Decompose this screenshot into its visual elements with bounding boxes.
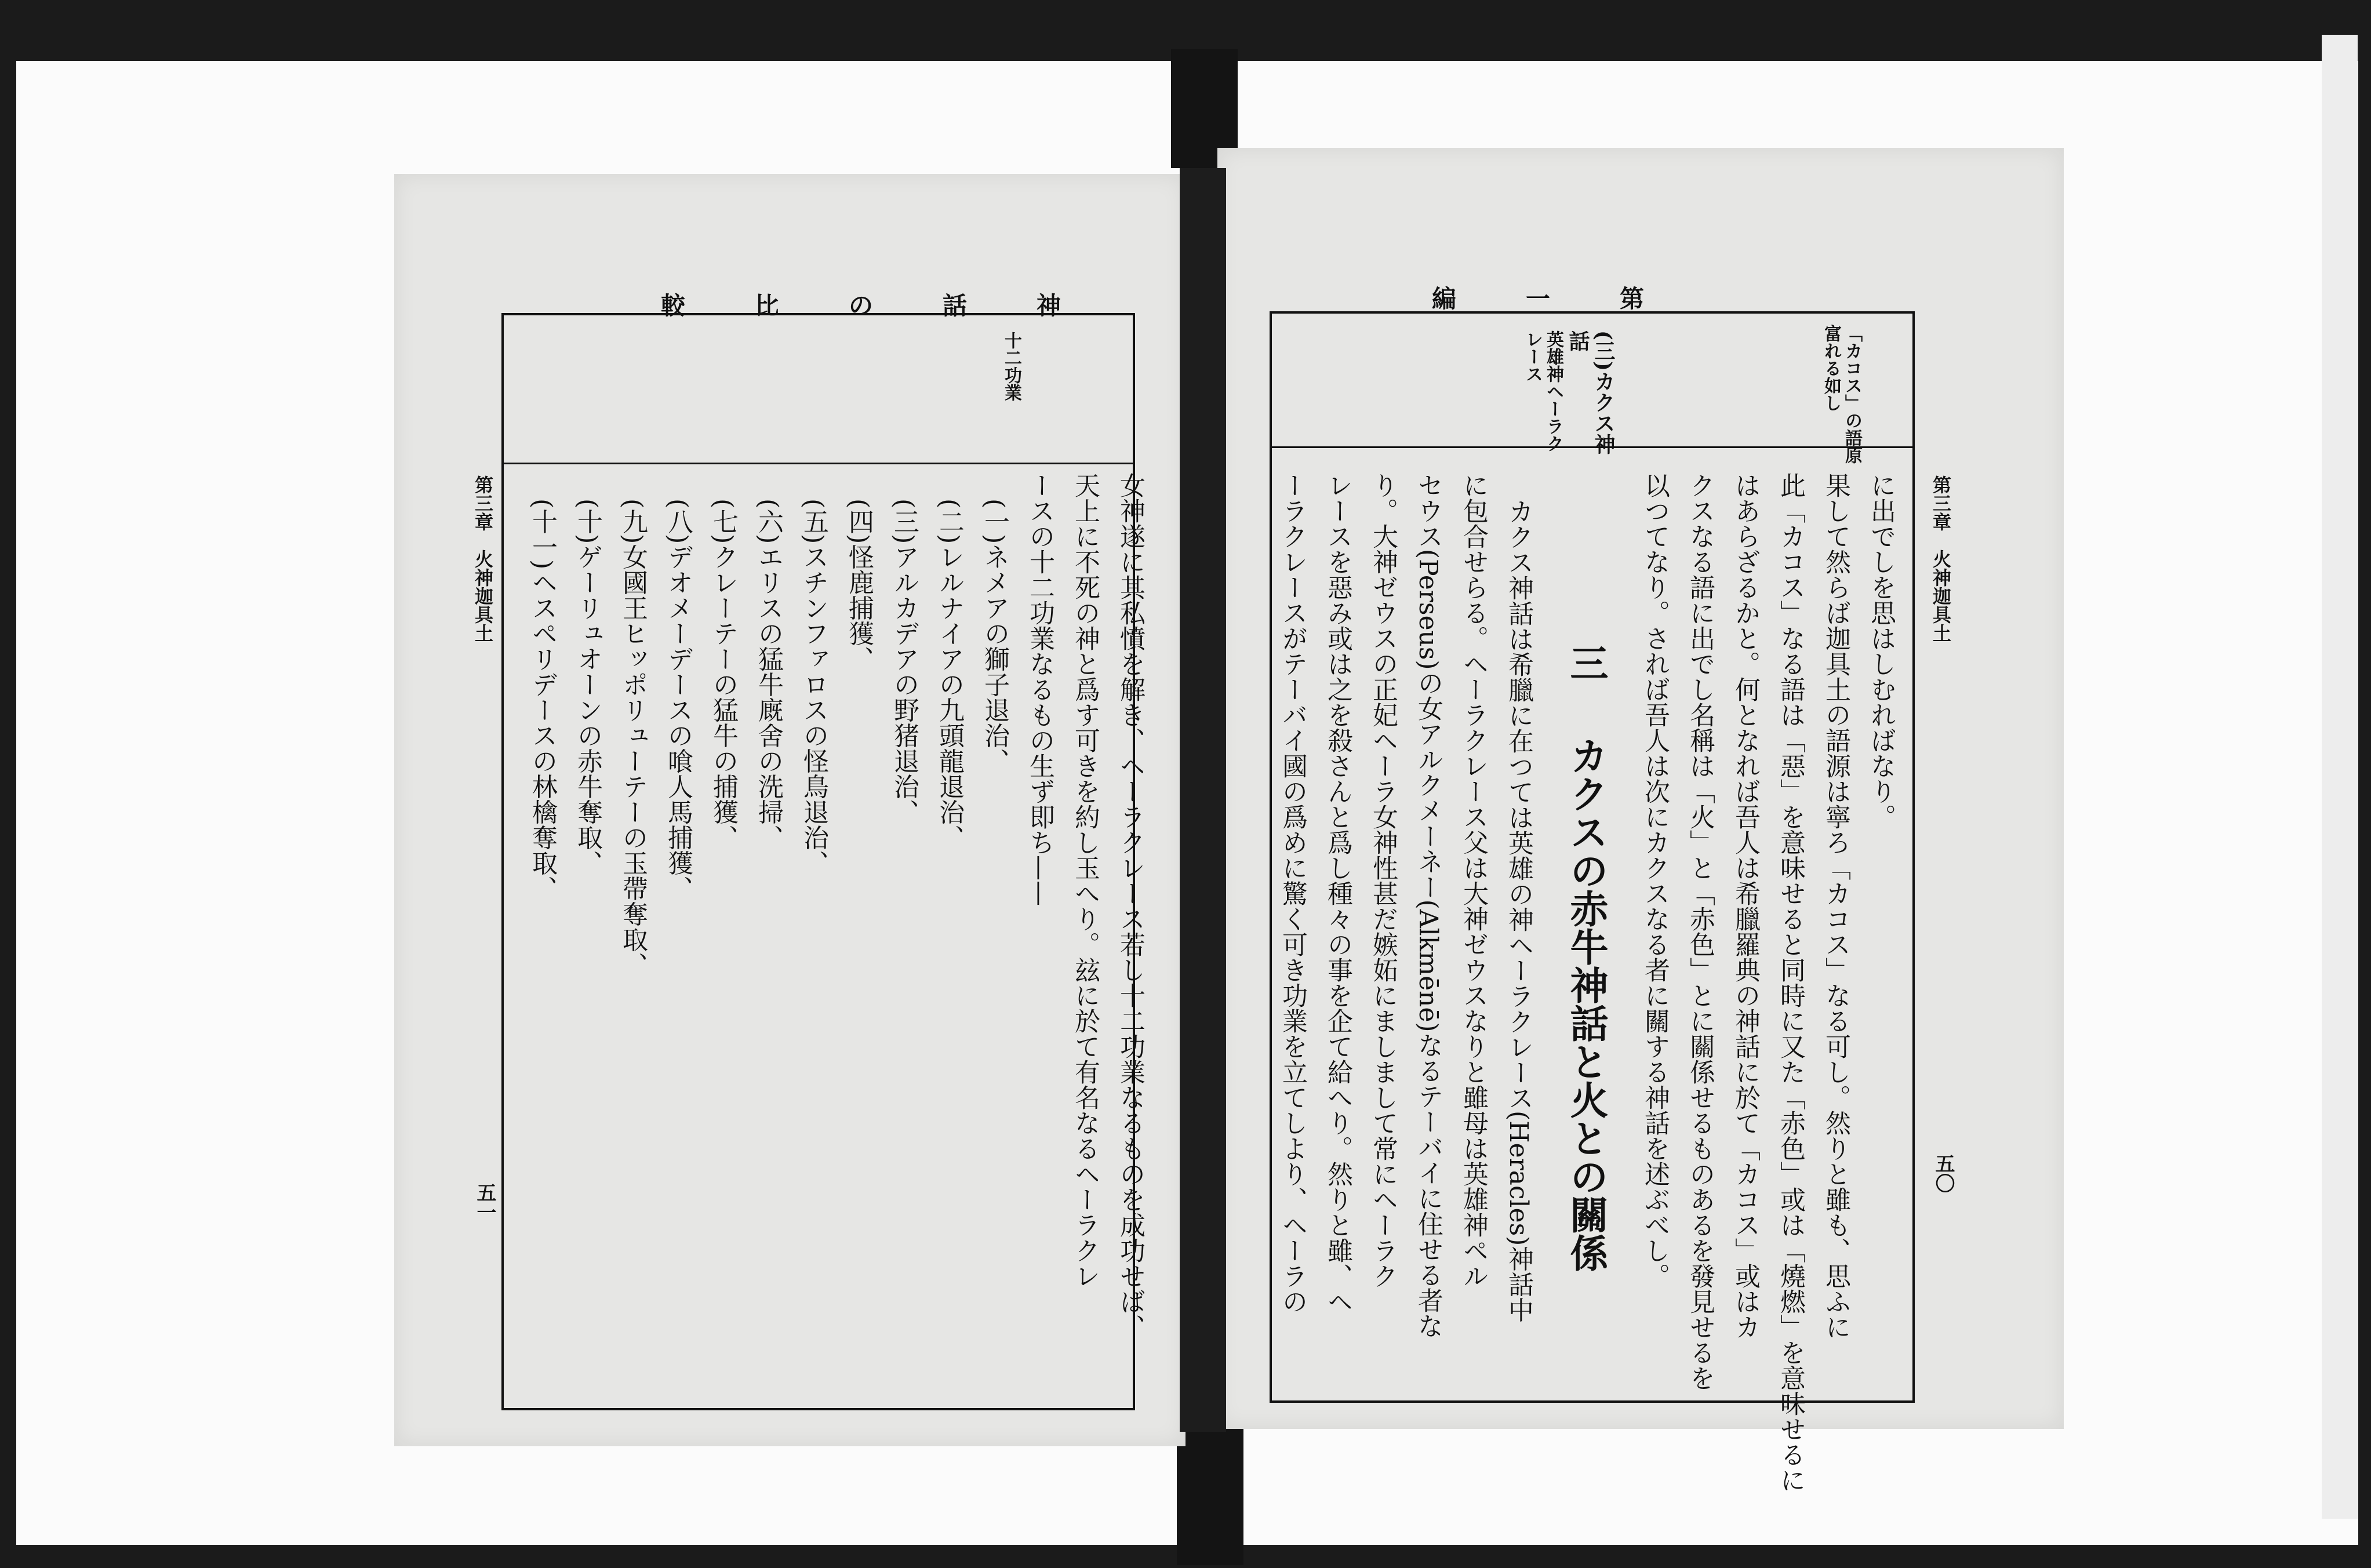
left-margin-note: 十二功業	[1001, 332, 1021, 401]
left-line-12: (九)女國王ヒッポリューテーの玉帶奪取、	[618, 499, 648, 978]
right-line-7: カクス神話は希臘に在つては英雄の神ヘーラクレース(Heracles)神話中	[1504, 499, 1533, 1323]
right-line-11: レースを惡み或は之を殺さんと爲し種々の事を企て給へり。然りと雖、ヘ	[1323, 472, 1352, 1314]
left-running-head: 較比の話神	[661, 292, 1131, 320]
left-line-9: (六)エリスの猛牛廐舍の洗掃、	[754, 499, 783, 850]
left-line-5: (二)レルナイアの九頭龍退治、	[934, 499, 964, 850]
right-line-2: 果して然らば迦具土の語源は寧ろ「カコス」なる可し。然りと雖も、思ふに	[1821, 472, 1850, 1340]
left-side-header: 第三章 火神迦具土	[472, 475, 494, 642]
right-line-1: に出でしを思はしむればなり。	[1866, 472, 1896, 830]
left-line-2: 天上に不死の神と爲す可きを約し玉へり。玆に於て有名なるヘーラクレ	[1070, 472, 1100, 1289]
book-gutter	[1180, 168, 1226, 1432]
right-line-5: クスなる語に出でし名稱は「火」と「赤色」とに關係せるものあるを發見せるを	[1685, 472, 1715, 1391]
right-line-3: 此「カコス」なる語は「惡」を意味せると同時に又た「赤色」或は「燒燃」を意味せるに	[1776, 472, 1805, 1493]
right-line-9: セウス(Perseus)の女アルクメーネー(Alkmēnē)なるテーバイに住せる者な	[1413, 472, 1443, 1338]
right-line-4: はあらざるかと。何となれば吾人は希臘羅典の神話に於て「カコス」或はカ	[1730, 472, 1760, 1340]
left-line-7: (四)怪鹿捕獲、	[844, 499, 874, 672]
right-line-12: ーラクレースがテーバイ國の爲めに驚く可き功業を立てしより、ヘーラの	[1278, 472, 1307, 1314]
right-margin-note-heracles: 英雄神ヘーラク レース	[1522, 330, 1563, 452]
book-clip-bottom	[1177, 1426, 1243, 1565]
left-line-14: (十一)ヘスペリデースの林檎奪取、	[528, 499, 557, 901]
left-line-10: (七)クレーテーの猛牛の捕獲、	[708, 499, 738, 850]
right-margin-note-cacus-myth: (三)カクス神 話	[1566, 330, 1616, 455]
left-line-4: (一)ネメアの獅子退治、	[980, 499, 1009, 774]
left-line-13: (十)ゲーリュオーンの赤牛奪取、	[573, 499, 602, 876]
left-line-8: (五)スチンファロスの怪鳥退治、	[799, 499, 828, 876]
right-page-number: 五〇	[1932, 1154, 1955, 1193]
left-line-1: 女神遂に其私憤を解き、ヘーラクレース若し十二功業なるものを成功せば、	[1115, 472, 1145, 1340]
right-line-8: に包合せらる。ヘーラクレース父は大神ゼウスなりと雖母は英雄神ペル	[1459, 472, 1488, 1289]
left-line-3: ースの十二功業なるもの生ず即ち——	[1025, 472, 1054, 906]
scanner-frame-edge	[2322, 35, 2358, 1519]
left-page-number: 五一	[473, 1183, 496, 1222]
right-margin-note-etymology: 「カコス」の語原 富れる如し	[1821, 325, 1862, 464]
left-margin-divider	[501, 463, 1135, 464]
right-line-10: り。大神ゼウスの正妃ヘーラ女神性甚だ嫉妬にましまして常にヘーラク	[1368, 472, 1398, 1289]
section-heading: カクスの赤牛神話と火との關係	[1563, 736, 1609, 1272]
right-line-6: 以つてなり。されば吾人は次にカクスなる者に關する神話を述ぶべし。	[1640, 472, 1670, 1289]
right-running-head: 編一第	[1432, 285, 1714, 313]
section-number: 三	[1563, 643, 1609, 682]
left-line-11: (八)デオメーデースの喰人馬捕獲、	[663, 499, 693, 901]
left-line-6: (三)アルカデアの野猪退治、	[889, 499, 919, 825]
right-side-header: 第三章 火神迦具土	[1930, 475, 1952, 642]
